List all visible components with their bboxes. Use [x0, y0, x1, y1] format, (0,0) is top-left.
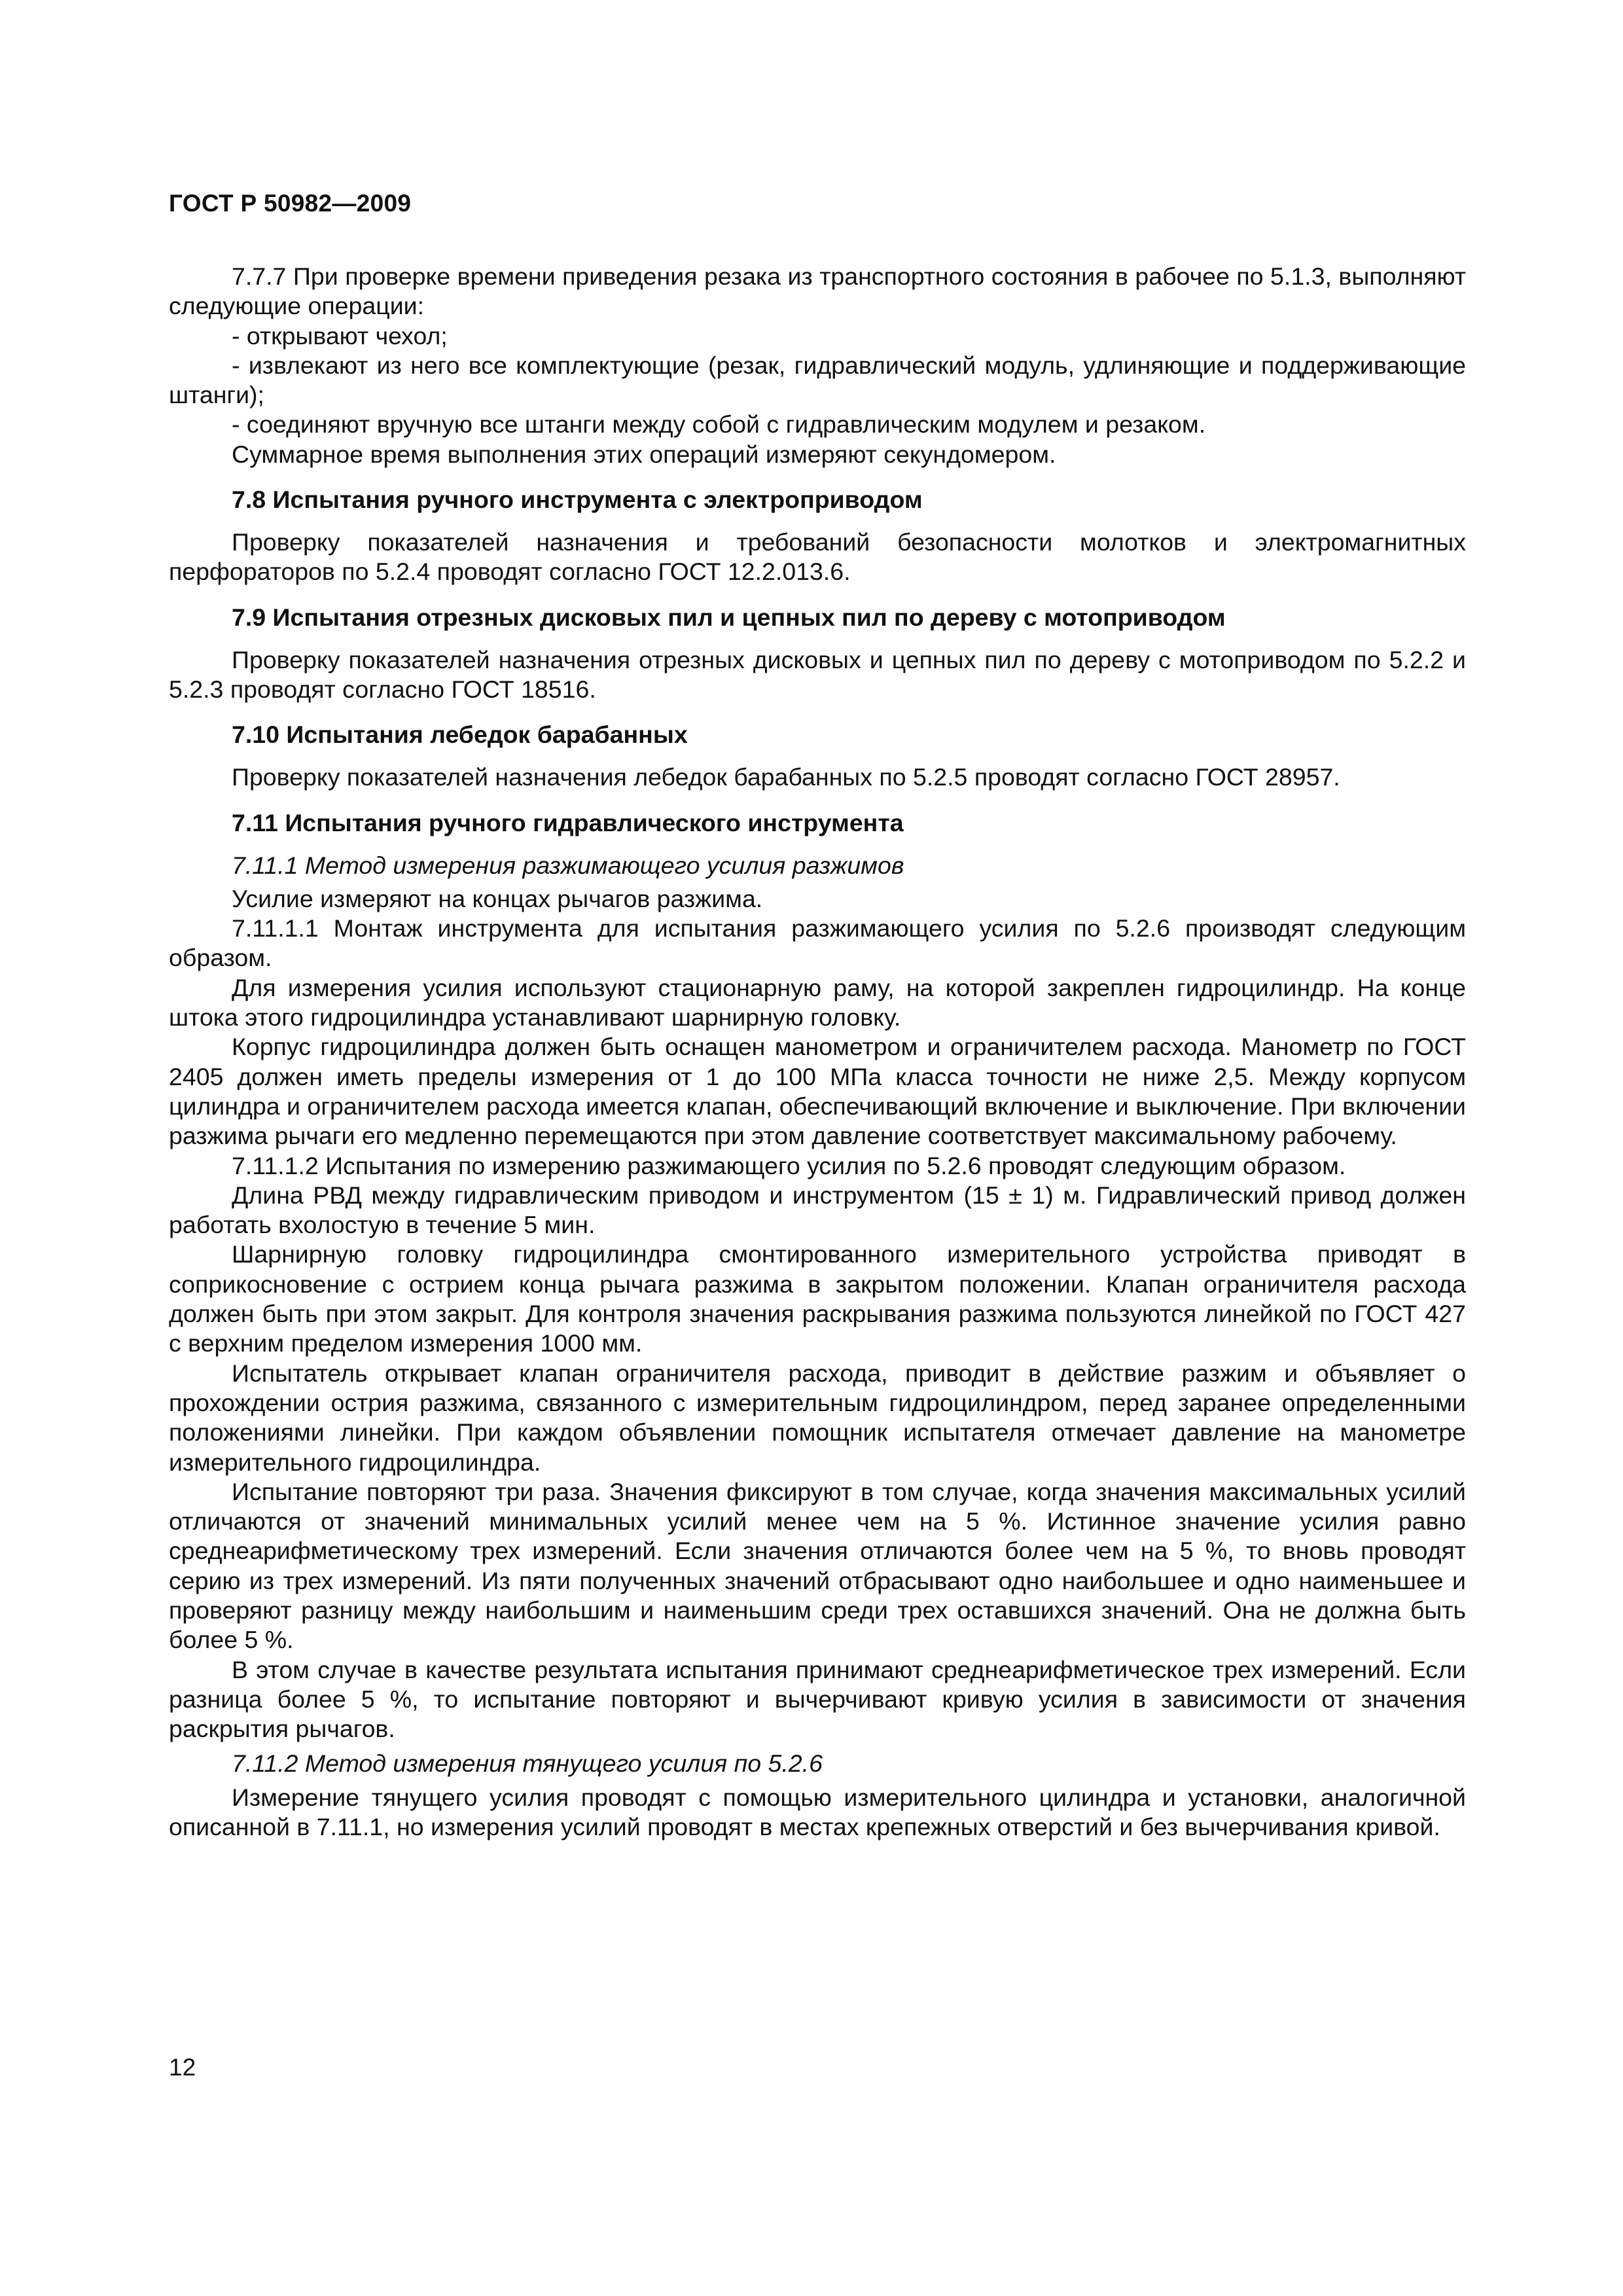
- paragraph: В этом случае в качестве результата испытания принимают среднеарифметическое трех измерений. Если разница более 5 %, то испытание повторяют и вычерчивают кривую усилия в зависимости от значения раскрытия рычагов.: [169, 1655, 1466, 1743]
- section-heading-7-9: 7.9 Испытания отрезных дисковых пил и цепных пил по дереву с мотоприводом: [232, 603, 1226, 631]
- paragraph: 7.11.1.1 Монтаж инструмента для испытания разжимающего усилия по 5.2.6 производят следующим образом.: [169, 914, 1466, 972]
- paragraph-7-10: Проверку показателей назначения лебедок барабанных по 5.2.5 проводят согласно ГОСТ 28957.: [232, 763, 1340, 791]
- paragraph: Длина РВД между гидравлическим приводом и инструментом (15 ± 1) м. Гидравлический привод должен работать вхолостую в течение 5 мин.: [169, 1181, 1466, 1239]
- paragraph: Корпус гидроцилиндра должен быть оснащен манометром и ограничителем расхода. Манометр по ГОСТ 2405 должен иметь пределы измерения от 1 до 100 МПа класса точности не ниже 2,5. Между корпусом цилиндра и ограничителем расхода имеется клапан, обеспечивающий включение и выключение. При включении разжима рычаги его медленно перемещаются при этом давление соответствует максимальному рабочему.: [169, 1033, 1466, 1150]
- section-heading-7-10: 7.10 Испытания лебедок барабанных: [232, 721, 688, 749]
- paragraph-7-8: Проверку показателей назначения и требований безопасности молотков и электромагнитных перфораторов по 5.2.4 проводят согласно ГОСТ 12.2.013.6.: [169, 528, 1466, 586]
- paragraph: Шарнирную головку гидроцилиндра смонтированного измерительного устройства приводят в соприкосновение с острием конца рычага разжима в закрытом положении. Клапан ограничителя расхода должен быть при этом закрыт. Для контроля значения раскрывания разжима пользуются линейкой по ГОСТ 427 с верхним пределом измерения 1000 мм.: [169, 1240, 1466, 1357]
- list-item: - открывают чехол;: [232, 321, 448, 350]
- paragraph: Испытатель открывает клапан ограничителя расхода, приводит в действие разжим и объявляет о прохождении острия разжима, связанного с измерительным гидроцилиндром, перед заранее определенными положениями линейки. При каждом объявлении помощник испытателя отмечает давление на манометре измерительного гидроцилиндра.: [169, 1359, 1466, 1476]
- paragraph-7-7-7: 7.7.7 При проверке времени приведения резака из транспортного состояния в рабочее по 5.1.3, выполняют следующие операции:: [169, 262, 1466, 320]
- paragraph: Испытание повторяют три раза. Значения фиксируют в том случае, когда значения максимальных усилий отличаются от значений минимальных усилий менее чем на 5 %. Истинное значение усилия равно среднеарифметическому трех измерений. Если значения отличаются более чем на 5 %, то вновь проводят серию из трех измерений. Из пяти полученных значений отбрасывают одно наибольшее и одно наименьшее и проверяют разницу между наибольшим и наименьшим среди трех оставшихся значений. Она не должна быть более 5 %.: [169, 1477, 1466, 1654]
- paragraph: 7.11.1.2 Испытания по измерению разжимающего усилия по 5.2.6 проводят следующим образом.: [232, 1151, 1346, 1179]
- paragraph-7-9: Проверку показателей назначения отрезных дисковых и цепных пил по дереву с мотоприводом по 5.2.2 и 5.2.3 проводят согласно ГОСТ 18516.: [169, 645, 1466, 703]
- paragraph: Измерение тянущего усилия проводят с помощью измерительного цилиндра и установки, аналогичной описанной в 7.11.1, но измерения усилий проводят в местах крепежных отверстий и без вычерчивания кривой.: [169, 1783, 1466, 1841]
- list-item: - соединяют вручную все штанги между собой с гидравлическим модулем и резаком.: [232, 410, 1206, 439]
- paragraph: Для измерения усилия используют стационарную раму, на которой закреплен гидроцилиндр. На конце штока этого гидроцилиндра устанавливают шарнирную головку.: [169, 973, 1466, 1031]
- paragraph-summary-time: Суммарное время выполнения этих операций измеряют секундомером.: [232, 440, 1056, 468]
- subsection-heading-7-11-1: 7.11.1 Метод измерения разжимающего усилия разжимов: [232, 851, 904, 879]
- subsection-heading-7-11-2: 7.11.2 Метод измерения тянущего усилия по 5.2.6: [232, 1749, 823, 1778]
- section-heading-7-11: 7.11 Испытания ручного гидравлического инструмента: [232, 808, 904, 836]
- standard-header: ГОСТ Р 50982—2009: [169, 190, 412, 217]
- list-item: - извлекают из него все комплектующие (резак, гидравлический модуль, удлиняющие и поддерживающие штанги);: [169, 351, 1466, 409]
- paragraph: Усилие измеряют на концах рычагов разжима.: [232, 884, 763, 912]
- page-number: 12: [169, 2054, 196, 2081]
- section-heading-7-8: 7.8 Испытания ручного инструмента с электроприводом: [232, 486, 923, 514]
- document-body: [169, 262, 1466, 1842]
